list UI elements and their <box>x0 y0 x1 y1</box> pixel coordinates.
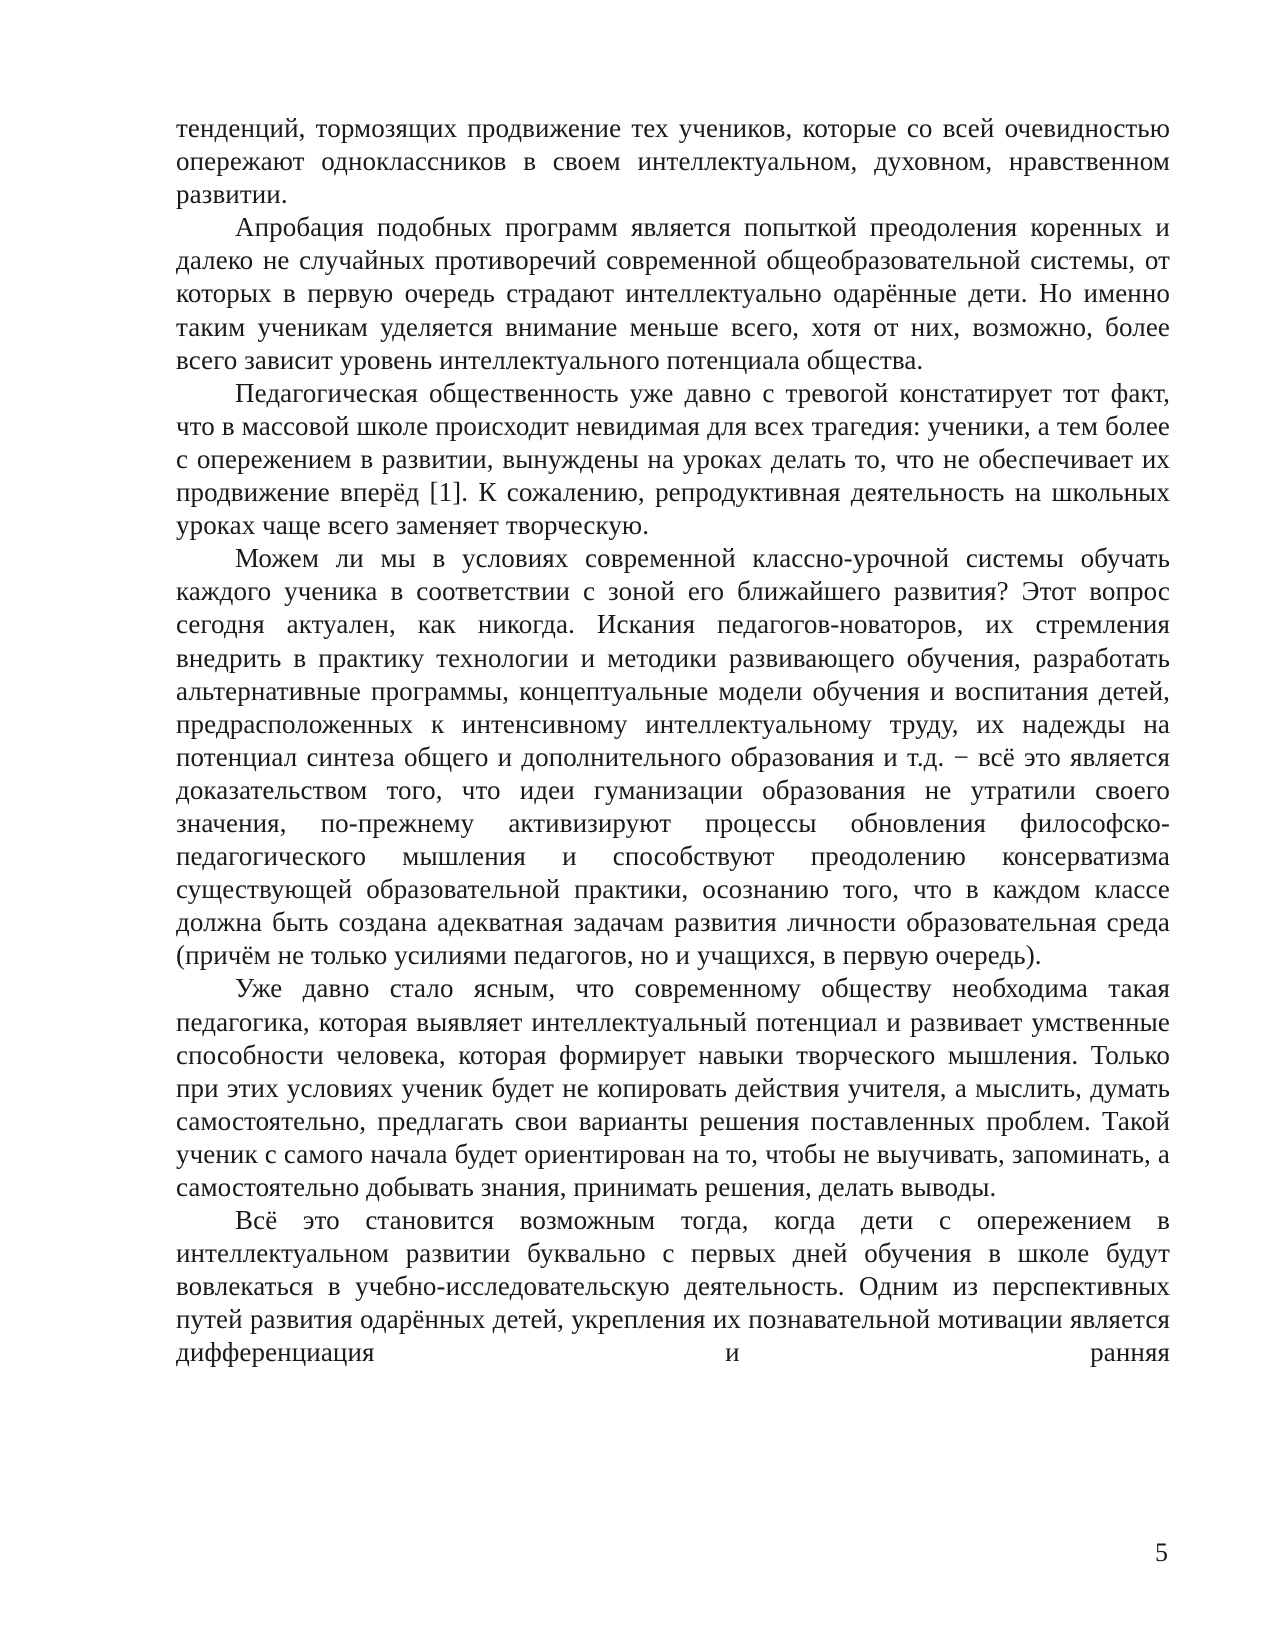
paragraph-6: Всё это становится возможным тогда, когда дети с опережением в интеллектуальном развитии буквально с первых дней обучения в школе будут вовлекаться в учебно-исследовательскую деятельность. Одним из перспективных путей развития одарённых детей, укрепления их познавательной мотивации является дифференциация и ранняя <box>176 1205 1170 1368</box>
text-body <box>176 112 1170 1370</box>
paragraph-2: Апробация подобных программ является попыткой преодоления коренных и далеко не случайных противоречий современной общеобразовательной системы, от которых в первую очередь страдают интеллектуально одарённые дети. Но именно таким ученикам уделяется внимание меньше всего, хотя от них, возможно, более всего зависит уровень интеллектуального потенциала общества. <box>176 212 1170 375</box>
page-number: 5 <box>1155 1538 1168 1567</box>
paragraph-4: Можем ли мы в условиях современной классно-урочной системы обучать каждого ученика в соответствии с зоной его ближайшего развития? Этот вопрос сегодня актуален, как никогда. Искания педагогов-новаторов, их стремления внедрить в практику технологии и методики развивающего обучения, разработать альтернативные программы, концептуальные модели обучения и воспитания детей, предрасположенных к интенсивному интеллектуальному труду, их надежды на потенциал синтеза общего и дополнительного образования и т.д. − всё это является доказательством того, что идеи гуманизации образования не утратили своего значения, по-прежнему активизируют процессы обновления философско-педагогического мышления и способствуют преодолению консерватизма существующей образовательной практики, осознанию того, что в каждом классе должна быть создана адекватная задачам развития личности образовательная среда (причём не только усилиями педагогов, но и учащихся, в первую очередь). <box>176 543 1170 971</box>
paragraph-5: Уже давно стало ясным, что современному обществу необходима такая педагогика, которая выявляет интеллектуальный потенциал и развивает умственные способности человека, которая формирует навыки творческого мышления. Только при этих условиях ученик будет не копировать действия учителя, а мыслить, думать самостоятельно, предлагать свои варианты решения поставленных проблем. Такой ученик с самого начала будет ориентирован на то, чтобы не выучивать, запоминать, а самостоятельно добывать знания, принимать решения, делать выводы. <box>176 973 1170 1202</box>
paragraph-1: тенденций, тормозящих продвижение тех учеников, которые со всей очевидностью опережают одноклассников в своем интеллектуальном, духовном, нравственном развитии. <box>176 113 1170 210</box>
paragraph-3: Педагогическая общественность уже давно с тревогой констатирует тот факт, что в массовой школе происходит невидимая для всех трагедия: ученики, а тем более с опережением в развитии, вынуждены на уроках делать то, что не обеспечивает их продвижение вперёд [1]. К сожалению, репродуктивная деятельность на школьных уроках чаще всего заменяет творческую. <box>176 377 1170 541</box>
